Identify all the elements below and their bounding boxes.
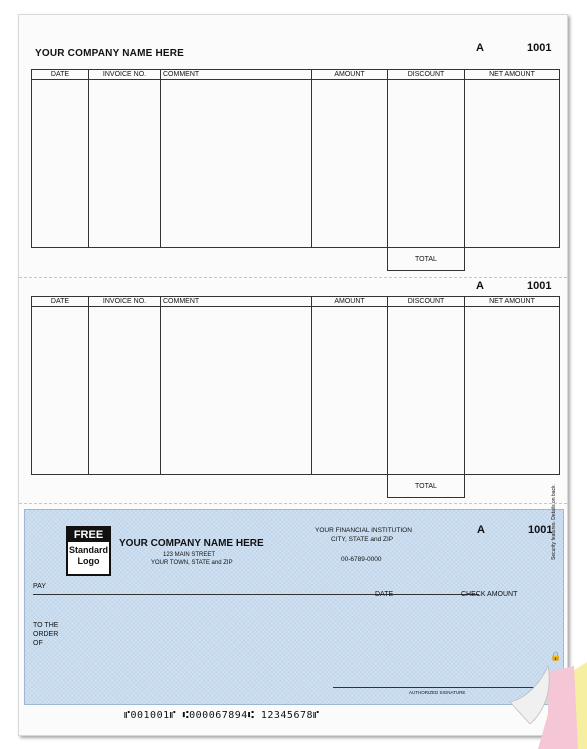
middle-stub-table <box>31 296 560 498</box>
header-discount: DISCOUNT <box>388 297 465 307</box>
header-comment: COMMENT <box>161 70 312 80</box>
pay-label: PAY <box>33 583 46 590</box>
security-features-note: Security features. Details on back. <box>551 484 557 560</box>
middle-stub-total-label: TOTAL <box>388 475 465 498</box>
to-the-label: TO THE <box>33 622 59 629</box>
pay-line <box>33 594 479 595</box>
order-label: ORDER <box>33 631 59 638</box>
middle-stub-number: 1001 <box>527 280 552 292</box>
header-invoice-no: INVOICE NO. <box>89 70 161 80</box>
header-date: DATE <box>32 70 89 80</box>
top-stub-total-label: TOTAL <box>388 248 465 271</box>
top-stub-number: 1001 <box>527 42 552 54</box>
middle-stub-series: A <box>476 280 484 292</box>
middle-stub-body-row <box>32 307 560 475</box>
header-date: DATE <box>32 297 89 307</box>
top-stub-header-row <box>32 70 560 80</box>
logo-standard-text: Standard <box>68 545 108 555</box>
top-stub-total-row <box>32 248 560 271</box>
middle-stub-header-row <box>32 297 560 307</box>
header-net-amount: NET AMOUNT <box>465 70 560 80</box>
check-company-name: YOUR COMPANY NAME HERE <box>119 538 264 549</box>
check-number: 1001 <box>528 524 553 536</box>
check-amount-label: CHECK AMOUNT <box>461 591 518 598</box>
header-discount: DISCOUNT <box>388 70 465 80</box>
bank-name: YOUR FINANCIAL INSTITUTION <box>315 527 412 534</box>
check-address-line-1: 123 MAIN STREET <box>163 552 216 558</box>
bank-city: CITY, STATE and ZIP <box>331 536 394 543</box>
check-series: A <box>477 524 485 536</box>
top-stub-company-name: YOUR COMPANY NAME HERE <box>35 48 185 59</box>
carbonless-copies-curl-icon <box>508 662 587 749</box>
of-label: OF <box>33 640 43 647</box>
check-form-sheet <box>18 14 568 736</box>
header-comment: COMMENT <box>161 297 312 307</box>
page-curl-flap <box>510 666 549 724</box>
logo-logo-text: Logo <box>77 556 100 566</box>
top-stub-table <box>31 69 560 271</box>
perforation-line-2 <box>19 503 567 504</box>
middle-stub-total-row <box>32 475 560 498</box>
padlock-icon: 🔒 <box>550 651 562 661</box>
authorized-signature-label: AUTHORIZED SIGNATURE <box>409 690 466 695</box>
top-stub-body-row <box>32 80 560 248</box>
header-invoice-no: INVOICE NO. <box>89 297 161 307</box>
routing-fraction: 00-6789-0000 <box>341 556 382 563</box>
micr-line: ⑈001001⑈ ⑆000067894⑆ 12345678⑈ <box>124 710 320 721</box>
check-address-line-2: YOUR TOWN, STATE and ZIP <box>151 560 233 566</box>
header-net-amount: NET AMOUNT <box>465 297 560 307</box>
header-amount: AMOUNT <box>312 70 388 80</box>
top-stub-series: A <box>476 42 484 54</box>
header-amount: AMOUNT <box>312 297 388 307</box>
logo-free-text: FREE <box>68 528 109 542</box>
free-standard-logo <box>66 526 111 576</box>
date-label: DATE <box>375 591 394 598</box>
perforation-line-1 <box>19 277 567 278</box>
